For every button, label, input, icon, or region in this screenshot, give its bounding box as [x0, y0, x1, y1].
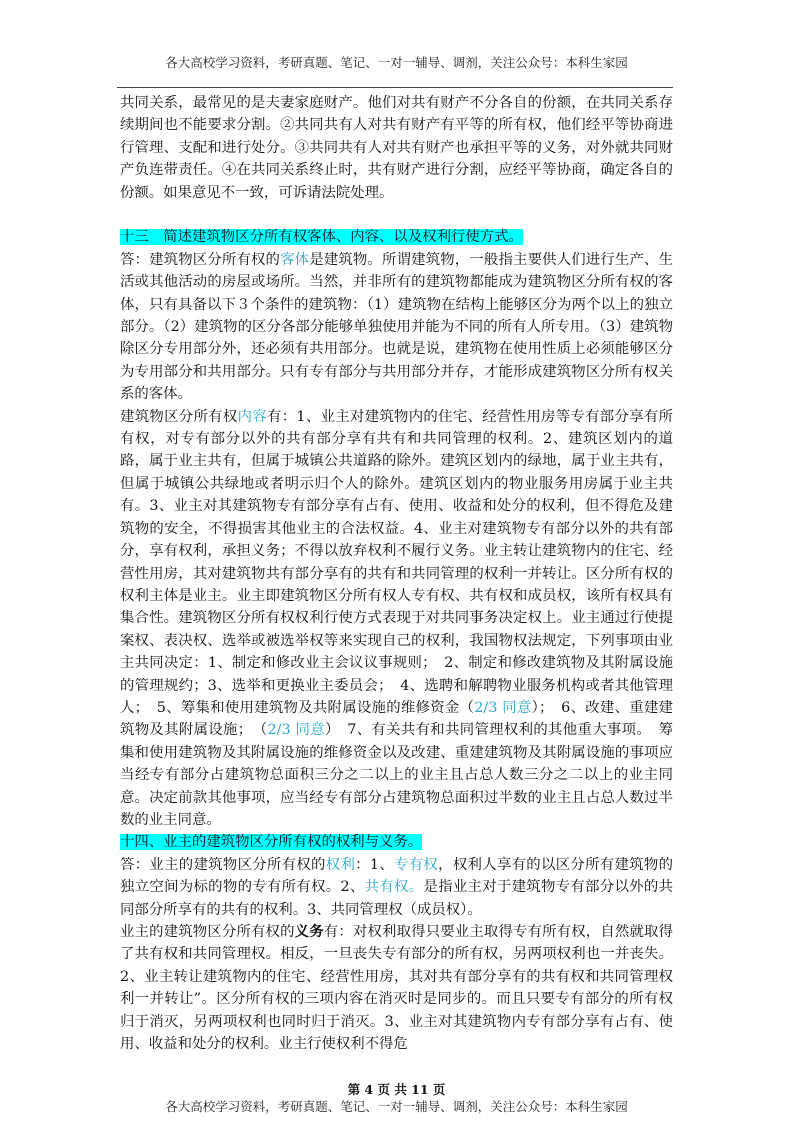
text-run: 答：建筑物区分所有权的	[120, 251, 281, 268]
text-run: 答：业主的建筑物区分所有权的	[120, 856, 326, 873]
keyword-content: 内容	[237, 408, 267, 425]
paragraph-13-object	[120, 249, 673, 406]
keyword-common-right: 共有权。	[364, 879, 424, 896]
paragraph-spacer	[120, 204, 673, 226]
paragraph-intro: 共同关系，最常见的是夫妻家庭财产。他们对共有财产不分各自的份额，在共同关系存续期间也不能要求分割。②共同共有人对共有财产有平等的所有权，他们经平等协商进行管理、支配和进行处分。③共同共有人对共有财产也承担平等的义务，对外就共同财产负连带责任。④在共同关系终止时，共有财产进行分割，应经平等协商，确定各自的份额。如果意见不一致，可诉请法院处理。	[120, 95, 673, 201]
heading-13-text: 十三 简述建筑物区分所有权客体、内容、以及权利行使方式。	[120, 229, 523, 246]
heading-14-text: 十四、业主的建筑物区分所有权的权利与义务。	[120, 834, 423, 851]
text-run: ：1、	[355, 856, 395, 873]
section-heading-14	[120, 831, 673, 853]
paragraph-14-rights	[120, 854, 673, 921]
text-run: 是建筑物。所谓建筑物，一般指主要供人们进行生产、生活或其他活动的房屋或场所。当然，并非所有的建筑物都能成为建筑物区分所有权的客体，只有具备以下３个条件的建筑物：（1）建筑物在结构上能够区分为两个以上的独立部分。（2）建筑物的区分各部分能够单独使用并能为不同的所有人所专用。（3）建筑物除区分专用部分外，还必须有共用部分。也就是说，建筑物在使用性质上必须能够区分为专用部分和共用部分。只有专有部分与共用部分并存，才能形成建筑物区分所有权关系的客体。	[120, 251, 673, 403]
page-number: 第 4 页 共 11 页	[347, 1082, 446, 1097]
text-run: 有：1、业主对建筑物内的住宅、经营性用房等专有部分享有所有权，对专有部分以外的共有部分享有共有和共同管理的权利。2、建筑区划内的道路，属于业主共有，但属于城镇公共道路的除外。建筑区划内的绿地，属于业主共有，但属于城镇公共绿地或者明示归个人的除外。建筑区划内的物业服务用房属于业主共有。3、业主对其建筑物专有部分享有占有、使用、收益和处分的权利，但不得危及建筑物的安全，不得损害其他业主的合法权益。4、业主对建筑物专有部分以外的共有部分，享有权利，承担义务；不得以放弃权利不履行义务。业主转让建筑物内的住宅、经营性用房，其对建筑物共有部分享有的共有和共同管理的权利一并转让。区分所有权的权利主体是业主。业主即建筑物区分所有权人专有权、共有权和成员权，该所有权具有集合性。建筑物区分所有权权利行使方式表现于对共同事务决定权上。业主通过行使提案权、表决权、选举或被选举权等来实现自己的权利，我国物权法规定，下列事项由业主共同决定：1、制定和修改业主会议议事规则； 2、制定和修改建筑物及其附属设施的管理规约；3、选举和更换业主委员会； 4、选聘和解聘物业服务机构或者其他管理人； 5、筹集和使用建筑物及共附属设施的维修资金（	[120, 408, 673, 716]
keyword-rights: 权利	[325, 856, 356, 873]
text-run: 业主的建筑物区分所有权的	[120, 924, 295, 941]
text-run: ）； 6、改建、重建建筑物及其附属设施； （	[120, 699, 673, 739]
keyword-exclusive-right: 专有权	[394, 856, 439, 873]
keyword-object: 客体	[280, 251, 310, 268]
header-divider	[117, 87, 673, 88]
page-footer: 各大高校学习资料，考研真题、笔记、一对一辅导、调剂，关注公众号：本科生家园	[165, 1099, 628, 1114]
page-header: 各大高校学习资料，考研真题、笔记、一对一辅导、调剂，关注公众号：本科生家园	[165, 55, 628, 70]
keyword-duties: 义务	[294, 923, 324, 941]
text-run: 是指业主对于建筑物专有部分以外的共同部分所享有的共有的权利。3、共同管理权（成员权）。	[120, 879, 673, 918]
text-run: ，权利人享有的以区分所有建筑物的独立空间为标的物的专有所有权。2、	[120, 856, 673, 896]
text-run: 有：对权利取得只要业主取得专有所有权，自然就取得了共有权和共同管理权。相反，一旦丧失专有部分的所有权，另两项权利也一并丧失。2、业主转让建筑物内的住宅、经营性用房，其对共有部分享有的共有权和共同管理权利一并转让”。区分所有权的三项内容在消灭时是同步的。而且只要专有部分的所有权归于消灭，另两项权利也同时归于消灭。3、业主对其建筑物内专有部分享有占有、使用、收益和处分的权利。业主行使权利不得危	[120, 924, 673, 1053]
document-body	[120, 92, 673, 1055]
keyword-two-thirds: 2/3 同意	[474, 699, 532, 716]
paragraph-14-duties	[120, 921, 673, 1055]
paragraph-13-content	[120, 406, 673, 832]
text-run: 建筑物区分所有权	[120, 408, 238, 425]
text-run: ） 7、有关共有和共同管理权利的其他重大事项。 筹集和使用建筑物及其附属设施的维修资金以及改建、重建建筑物及其附属设施的事项应当经专有部分占建筑物总面积三分之二以上的业主且占总人数三分之二以上的业主同意。决定前款其他事项，应当经专有部分占建筑物总面积过半数的业主且占总人数过半数的业主同意。	[120, 722, 673, 828]
keyword-two-thirds: 2/3 同意	[267, 722, 325, 739]
section-heading-13	[120, 226, 673, 248]
